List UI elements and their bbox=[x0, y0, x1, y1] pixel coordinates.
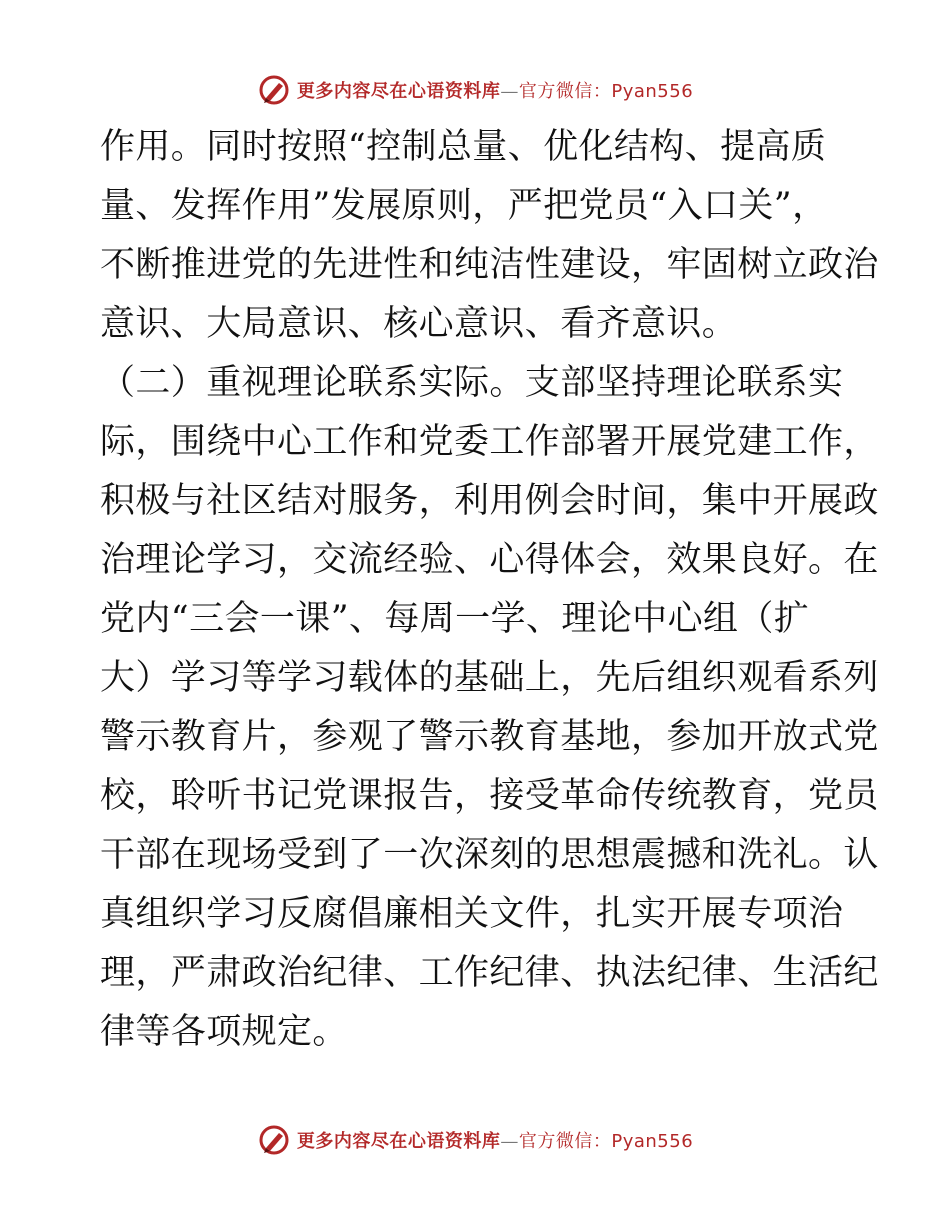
footer-separator: — bbox=[500, 1131, 519, 1152]
text-line: 真组织学习反腐倡廉相关文件，扎实开展专项治 bbox=[100, 894, 844, 934]
text-line: （二）重视理论联系实际。支部坚持理论联系实 bbox=[100, 363, 844, 403]
text-line: 理，严肃政治纪律、工作纪律、执法纪律、生活纪 bbox=[100, 953, 879, 993]
paragraph-1 bbox=[100, 118, 879, 354]
text-line: 积极与社区结对服务，利用例会时间，集中开展政 bbox=[100, 481, 879, 521]
text-line: 干部在现场受到了一次深刻的思想震撼和洗礼。认 bbox=[100, 835, 879, 875]
header-text bbox=[297, 77, 693, 103]
header-separator: — bbox=[500, 81, 519, 102]
text-line: 大）学习等学习载体的基础上，先后组织观看系列 bbox=[100, 658, 879, 698]
text-line: 警示教育片，参观了警示教育基地，参加开放式党 bbox=[100, 717, 879, 757]
text-line: 作用。同时按照“控制总量、优化结构、提高质 bbox=[100, 127, 827, 167]
text-line: 校，聆听书记党课报告，接受革命传统教育，党员 bbox=[100, 776, 879, 816]
header-contact: 官方微信：Pyan556 bbox=[518, 81, 694, 102]
footer-contact: 官方微信：Pyan556 bbox=[518, 1131, 694, 1152]
text-line: 意识、大局意识、核心意识、看齐意识。 bbox=[100, 304, 738, 344]
pen-logo-icon bbox=[257, 1123, 291, 1157]
footer-site: 更多内容尽在心语资料库 bbox=[296, 1131, 501, 1152]
text-line: 量、发挥作用”发展原则，严把党员“入口关”， bbox=[100, 186, 828, 226]
footer-text bbox=[297, 1127, 693, 1153]
text-line: 不断推进党的先进性和纯洁性建设，牢固树立政治 bbox=[100, 245, 879, 285]
text-line: 党内“三会一课”、每周一学、理论中心组（扩 bbox=[100, 599, 810, 639]
header-banner bbox=[0, 70, 950, 110]
pen-logo-icon bbox=[257, 73, 291, 107]
text-line: 际，围绕中心工作和党委工作部署开展党建工作， bbox=[100, 422, 879, 462]
text-line: 治理论学习，交流经验、心得体会，效果良好。在 bbox=[100, 540, 879, 580]
footer-banner bbox=[0, 1120, 950, 1160]
paragraph-2 bbox=[100, 354, 879, 1062]
document-body bbox=[100, 118, 879, 1062]
header-site: 更多内容尽在心语资料库 bbox=[296, 81, 501, 102]
text-line: 律等各项规定。 bbox=[100, 1012, 348, 1052]
